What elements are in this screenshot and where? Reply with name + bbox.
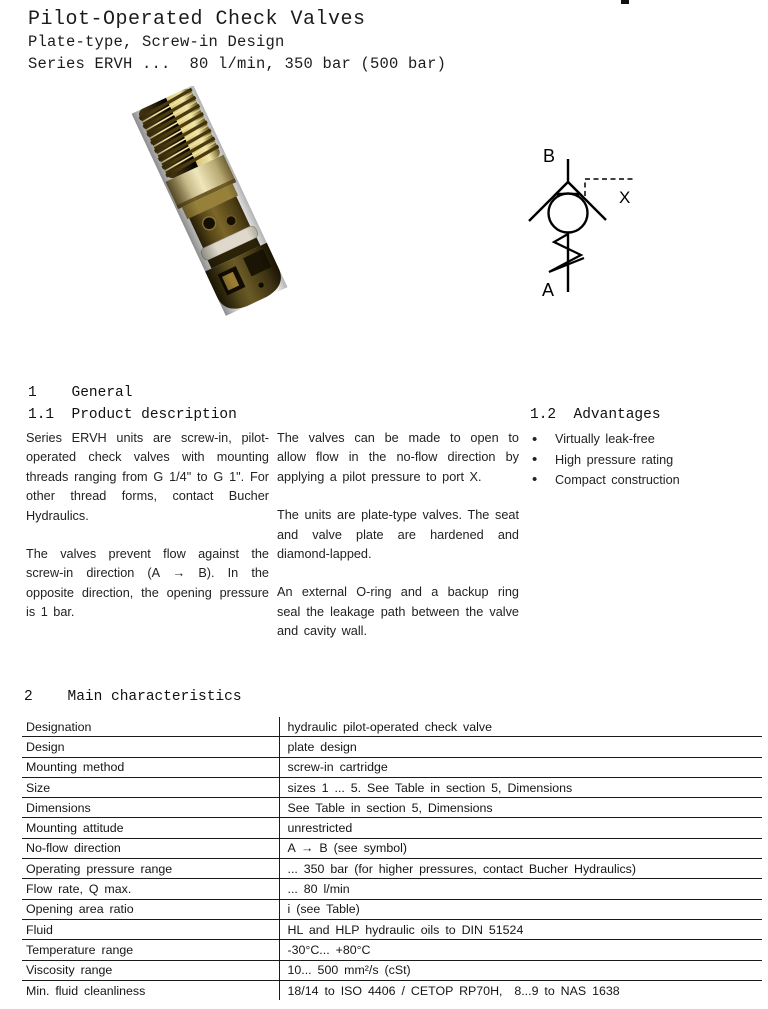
table-row bbox=[22, 980, 762, 1000]
characteristic-label: Design bbox=[22, 737, 279, 757]
poppet-triangle bbox=[556, 182, 580, 194]
valve-cartridge-illustration bbox=[132, 86, 288, 316]
table-row bbox=[22, 818, 762, 838]
characteristic-label: Operating pressure range bbox=[22, 859, 279, 879]
section-heading-advantages: 1.2 Advantages bbox=[530, 407, 661, 423]
main-characteristics-table bbox=[22, 717, 762, 1000]
hydraulic-symbol bbox=[495, 135, 670, 307]
table-row bbox=[22, 757, 762, 777]
advantage-text: Compact construction bbox=[555, 472, 680, 487]
table-row bbox=[22, 919, 762, 939]
characteristic-value: 18/14 to ISO 4406 / CETOP RP70H, 8...9 to NAS 1638 bbox=[279, 980, 762, 1000]
page-corner-mark bbox=[621, 0, 629, 4]
characteristic-label: Dimensions bbox=[22, 798, 279, 818]
table-row bbox=[22, 838, 762, 858]
page-title: Pilot-Operated Check Valves bbox=[28, 8, 366, 31]
advantage-text: Virtually leak-free bbox=[555, 432, 655, 447]
paragraph: The valves prevent flow against the screw-in direction (A → B). In the opposite direction, the opening pressure is 1 bar. bbox=[26, 547, 269, 620]
list-item bbox=[532, 470, 680, 490]
characteristic-value: unrestricted bbox=[279, 818, 762, 838]
characteristic-label: Min. fluid cleanliness bbox=[26, 983, 146, 998]
characteristic-value: i (see Table) bbox=[279, 899, 762, 919]
table-row bbox=[22, 879, 762, 899]
table-row bbox=[22, 859, 762, 879]
section-heading-general: 1 General bbox=[28, 385, 133, 401]
product-description-column-1 bbox=[26, 429, 269, 642]
product-description-column-2 bbox=[277, 429, 519, 661]
section-heading-main-characteristics: 2 Main characteristics bbox=[24, 689, 242, 705]
advantage-text: High pressure rating bbox=[555, 452, 674, 467]
table-row bbox=[22, 960, 762, 980]
characteristic-value: ... 350 bar (for higher pressures, contact Bucher Hydraulics) bbox=[279, 859, 762, 879]
bullet-icon: • bbox=[532, 451, 538, 469]
characteristic-value: plate design bbox=[279, 737, 762, 757]
characteristic-value: screw-in cartridge bbox=[279, 757, 762, 777]
poppet-ball-circle bbox=[549, 194, 588, 233]
characteristic-value: -30°C... +80°C bbox=[279, 940, 762, 960]
characteristic-label: Opening area ratio bbox=[22, 899, 279, 919]
page-subtitle: Plate-type, Screw-in Design bbox=[28, 33, 285, 51]
characteristic-label: Flow rate, Q max. bbox=[22, 879, 279, 899]
table-row bbox=[22, 777, 762, 797]
section-heading-product-description: 1.1 Product description bbox=[28, 407, 237, 423]
characteristic-value: HL and HLP hydraulic oils to DIN 51524 bbox=[279, 919, 762, 939]
characteristic-value: See Table in section 5, Dimensions bbox=[279, 798, 762, 818]
paragraph: Series ERVH units are screw-in, pilot-operated check valves with mounting threads ranging from G 1/4" to G 1". For other thread forms, contact Bucher Hydraulics. bbox=[26, 431, 269, 523]
table-row bbox=[22, 737, 762, 757]
characteristic-label: Mounting method bbox=[22, 757, 279, 777]
characteristic-value: sizes 1 ... 5. See Table in section 5, Dimensions bbox=[279, 777, 762, 797]
bullet-icon: • bbox=[532, 430, 538, 448]
list-item bbox=[532, 429, 680, 449]
series-spec-line: Series ERVH ... 80 l/min, 350 bar (500 bar) bbox=[28, 55, 447, 73]
table-row bbox=[22, 940, 762, 960]
port-label-a: A bbox=[542, 280, 555, 300]
table-row bbox=[22, 798, 762, 818]
characteristic-value: 10... 500 mm²/s (cSt) bbox=[279, 960, 762, 980]
bullet-icon: • bbox=[532, 471, 538, 489]
list-item bbox=[532, 449, 680, 469]
paragraph: An external O-ring and a backup ring seal the leakage path between the valve and cavity wall. bbox=[277, 585, 519, 639]
characteristic-label: Temperature range bbox=[22, 940, 279, 960]
spring-symbol bbox=[549, 234, 584, 272]
product-photo bbox=[100, 86, 324, 318]
characteristic-value: ... 80 l/min bbox=[279, 879, 762, 899]
paragraph: The valves can be made to open to allow flow in the no-flow direction by applying a pilot pressure to port X. bbox=[277, 431, 519, 484]
characteristic-label: No-flow direction bbox=[22, 838, 279, 858]
advantages-list bbox=[532, 429, 680, 490]
characteristic-label: Designation bbox=[22, 717, 279, 737]
characteristic-label: Fluid bbox=[22, 919, 279, 939]
characteristic-value: hydraulic pilot-operated check valve bbox=[279, 717, 762, 737]
table-row bbox=[22, 899, 762, 919]
characteristic-label: Size bbox=[22, 777, 279, 797]
document-header bbox=[28, 8, 446, 75]
characteristic-label: Viscosity range bbox=[22, 960, 279, 980]
port-label-x: X bbox=[619, 188, 631, 207]
paragraph: The units are plate-type valves. The seat and valve plate are hardened and diamond-lapped. bbox=[277, 508, 519, 562]
characteristic-label: Mounting attitude bbox=[22, 818, 279, 838]
port-label-b: B bbox=[543, 146, 556, 166]
table-row bbox=[22, 717, 762, 737]
characteristic-value: A → B (see symbol) bbox=[279, 838, 762, 858]
